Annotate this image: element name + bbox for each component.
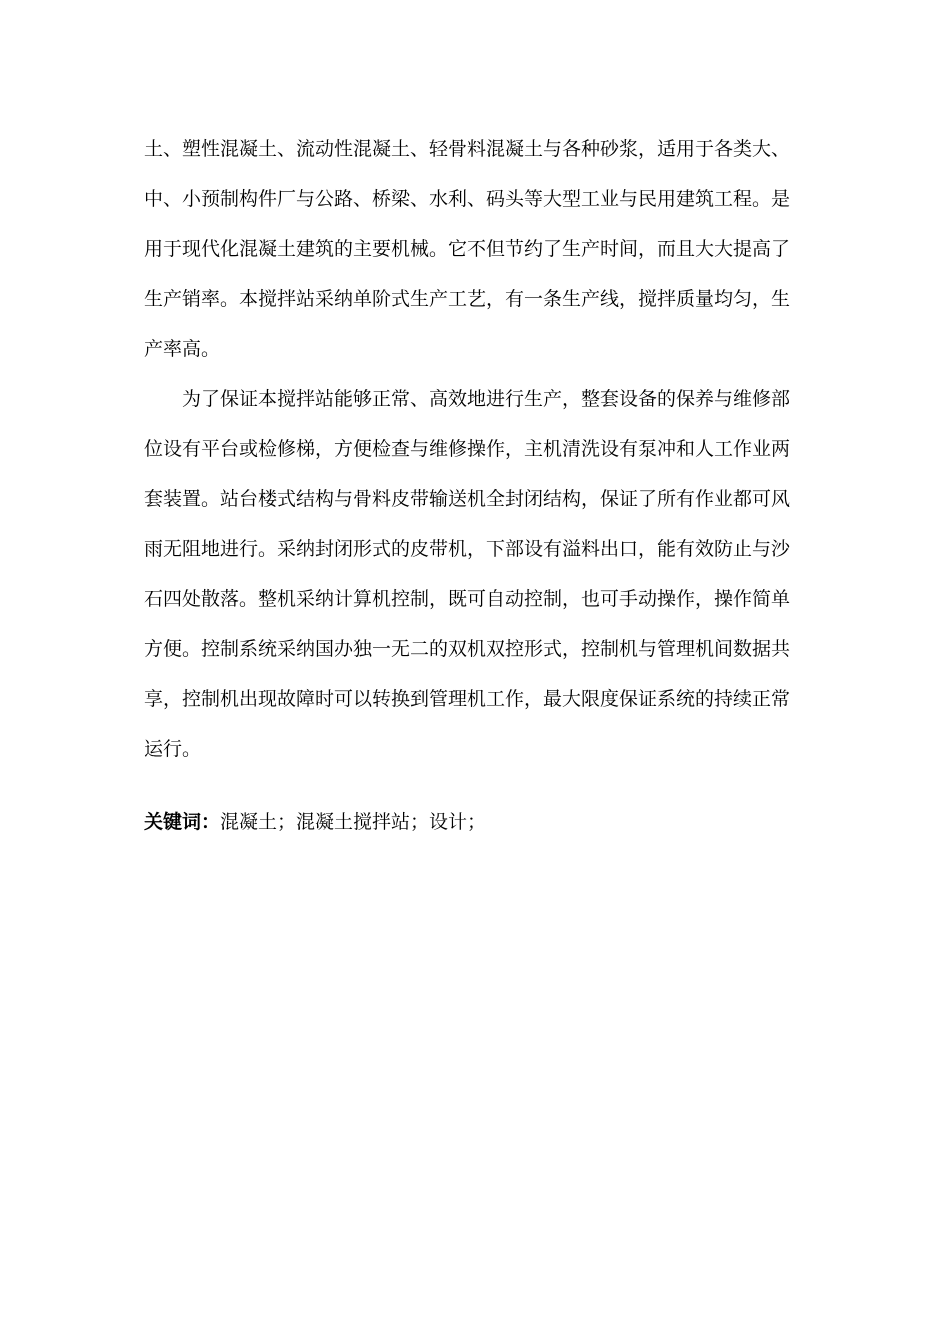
keywords-value: 混凝土；混凝土搅拌站；设计；	[220, 811, 487, 833]
paragraph1-line-1: 土、塑性混凝土、流动性混凝土、轻骨料混凝土与各种砂浆，适用于各类大、	[144, 138, 791, 160]
paragraph2-line-7: 享，控制机出现故障时可以转换到管理机工作，最大限度保证系统的持续正常	[144, 688, 791, 710]
paragraph2-line-4: 雨无阻地进行。采纳封闭形式的皮带机，下部设有溢料出口，能有效防止与沙	[144, 538, 791, 560]
paragraph2-line-1: 为了保证本搅拌站能够正常、高效地进行生产，整套设备的保养与维修部	[182, 388, 791, 410]
paragraph2-line-2: 位设有平台或检修梯，方便检查与维修操作，主机清洗设有泵冲和人工作业两	[144, 438, 791, 460]
keywords-label: 关键词：	[144, 811, 221, 833]
paragraph1-line-4: 生产销率。本搅拌站采纳单阶式生产工艺，有一条生产线，搅拌质量均匀，生	[144, 288, 791, 310]
paragraph2-line-3: 套装置。站台楼式结构与骨料皮带输送机全封闭结构，保证了所有作业都可风	[144, 488, 791, 510]
paragraph2-line-6: 方便。控制系统采纳国办独一无二的双机双控形式，控制机与管理机间数据共	[144, 638, 791, 660]
paragraph1-line-5: 产率高。	[144, 338, 221, 360]
keywords-line	[144, 810, 814, 834]
paragraph1-line-2: 中、小预制构件厂与公路、桥梁、水利、码头等大型工业与民用建筑工程。是	[144, 188, 791, 210]
paragraph2-line-5: 石四处散落。整机采纳计算机控制，既可自动控制，也可手动操作，操作简单	[144, 588, 791, 610]
paragraph2-line-8: 运行。	[144, 738, 202, 760]
paragraph1-line-3: 用于现代化混凝土建筑的主要机械。它不但节约了生产时间，而且大大提高了	[144, 238, 791, 260]
